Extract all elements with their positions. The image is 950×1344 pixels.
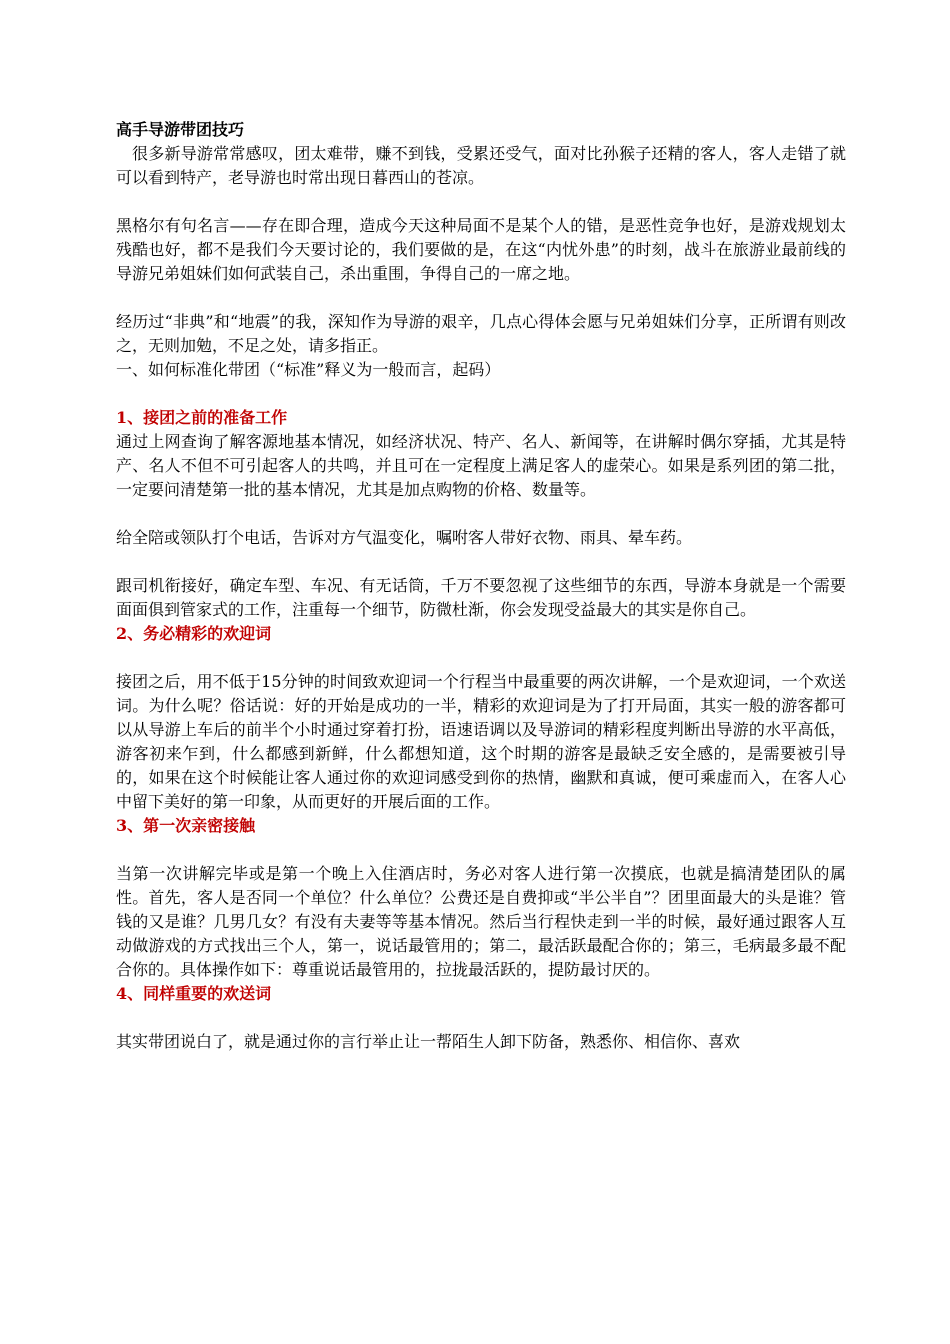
intro-paragraph-2: 黑格尔有句名言——存在即合理，造成今天这种局面不是某个人的错，是恶性竞争也好，是游戏规划太残酷也好，都不是我们今天要讨论的，我们要做的是，在这“内忧外患”的时刻，战斗在旅游业最前线的导游兄弟姐妹们如何武装自己，杀出重围，争得自己的一席之地。: [116, 216, 846, 283]
section-2-paragraph-1: 接团之后，用不低于15分钟的时间致欢迎词一个行程当中最重要的两次讲解，一个是欢迎词，一个欢送词。为什么呢？俗话说：好的开始是成功的一半，精彩的欢迎词是为了打开局面，其实一般的游客都可以从导游上车后的前半个小时通过穿着打扮，语速语调以及导游词的精彩程度判断出导游的水平高低，游客初来乍到，什么都感到新鲜，什么都想知道，这个时期的游客是最缺乏安全感的，是需要被引导的，如果在这个时候能让客人通过你的欢迎词感受到你的热情，幽默和真诚，便可乘虚而入，在客人心中留下美好的第一印象，从而更好的开展后面的工作。: [116, 672, 846, 811]
document-title: 高手导游带团技巧: [116, 120, 245, 139]
section-4-paragraph-1: 其实带团说白了，就是通过你的言行举止让一帮陌生人卸下防备，熟悉你、相信你、喜欢: [116, 1032, 741, 1051]
section-1-paragraph-3: 跟司机衔接好，确定车型、车况、有无话筒，千万不要忽视了这些细节的东西，导游本身就是一个需要面面俱到管家式的工作，注重每一个细节，防微杜渐，你会发现受益最大的其实是你自己。: [116, 576, 846, 619]
spacer: [116, 286, 846, 310]
section-1-paragraph-1: 通过上网查询了解客源地基本情况，如经济状况、特产、名人、新闻等，在讲解时偶尔穿插，尤其是特产、名人不但不可引起客人的共鸣，并且可在一定程度上满足客人的虚荣心。如果是系列团的第二批，一定要问清楚第一批的基本情况，尤其是加点购物的价格、数量等。: [116, 432, 846, 499]
spacer: [116, 190, 846, 214]
document-page: [116, 118, 846, 1054]
section-title: 一、如何标准化带团（“标准”释义为一般而言，起码）: [116, 360, 501, 379]
spacer: [116, 838, 846, 862]
heading-2: 2、务必精彩的欢迎词: [116, 624, 272, 643]
spacer: [116, 502, 846, 526]
spacer: [116, 1006, 846, 1030]
heading-4: 4、同样重要的欢送词: [116, 984, 272, 1003]
spacer: [116, 646, 846, 670]
spacer: [116, 550, 846, 574]
intro-paragraph-3: 经历过“非典”和“地震”的我，深知作为导游的艰辛，几点心得体会愿与兄弟姐妹们分享，正所谓有则改之，无则加勉，不足之处，请多指正。: [116, 312, 846, 355]
section-1-paragraph-2: 给全陪或领队打个电话，告诉对方气温变化，嘱咐客人带好衣物、雨具、晕车药。: [116, 528, 693, 547]
section-3-paragraph-1: 当第一次讲解完毕或是第一个晚上入住酒店时，务必对客人进行第一次摸底，也就是搞清楚团队的属性。首先，客人是否同一个单位？什么单位？公费还是自费抑或“半公半自”？团里面最大的头是谁？管钱的又是谁？几男几女？有没有夫妻等等基本情况。然后当行程快走到一半的时候，最好通过跟客人互动做游戏的方式找出三个人，第一，说话最管用的；第二，最活跃最配合你的；第三，毛病最多最不配合你的。具体操作如下：尊重说话最管用的，拉拢最活跃的，提防最讨厌的。: [116, 864, 846, 979]
spacer: [116, 382, 846, 406]
heading-1: 1、接团之前的准备工作: [116, 408, 288, 427]
intro-paragraph-1: 很多新导游常常感叹，团太难带，赚不到钱，受累还受气，面对比孙猴子还精的客人，客人走错了就可以看到特产，老导游也时常出现日暮西山的苍凉。: [116, 144, 846, 187]
heading-3: 3、第一次亲密接触: [116, 816, 256, 835]
